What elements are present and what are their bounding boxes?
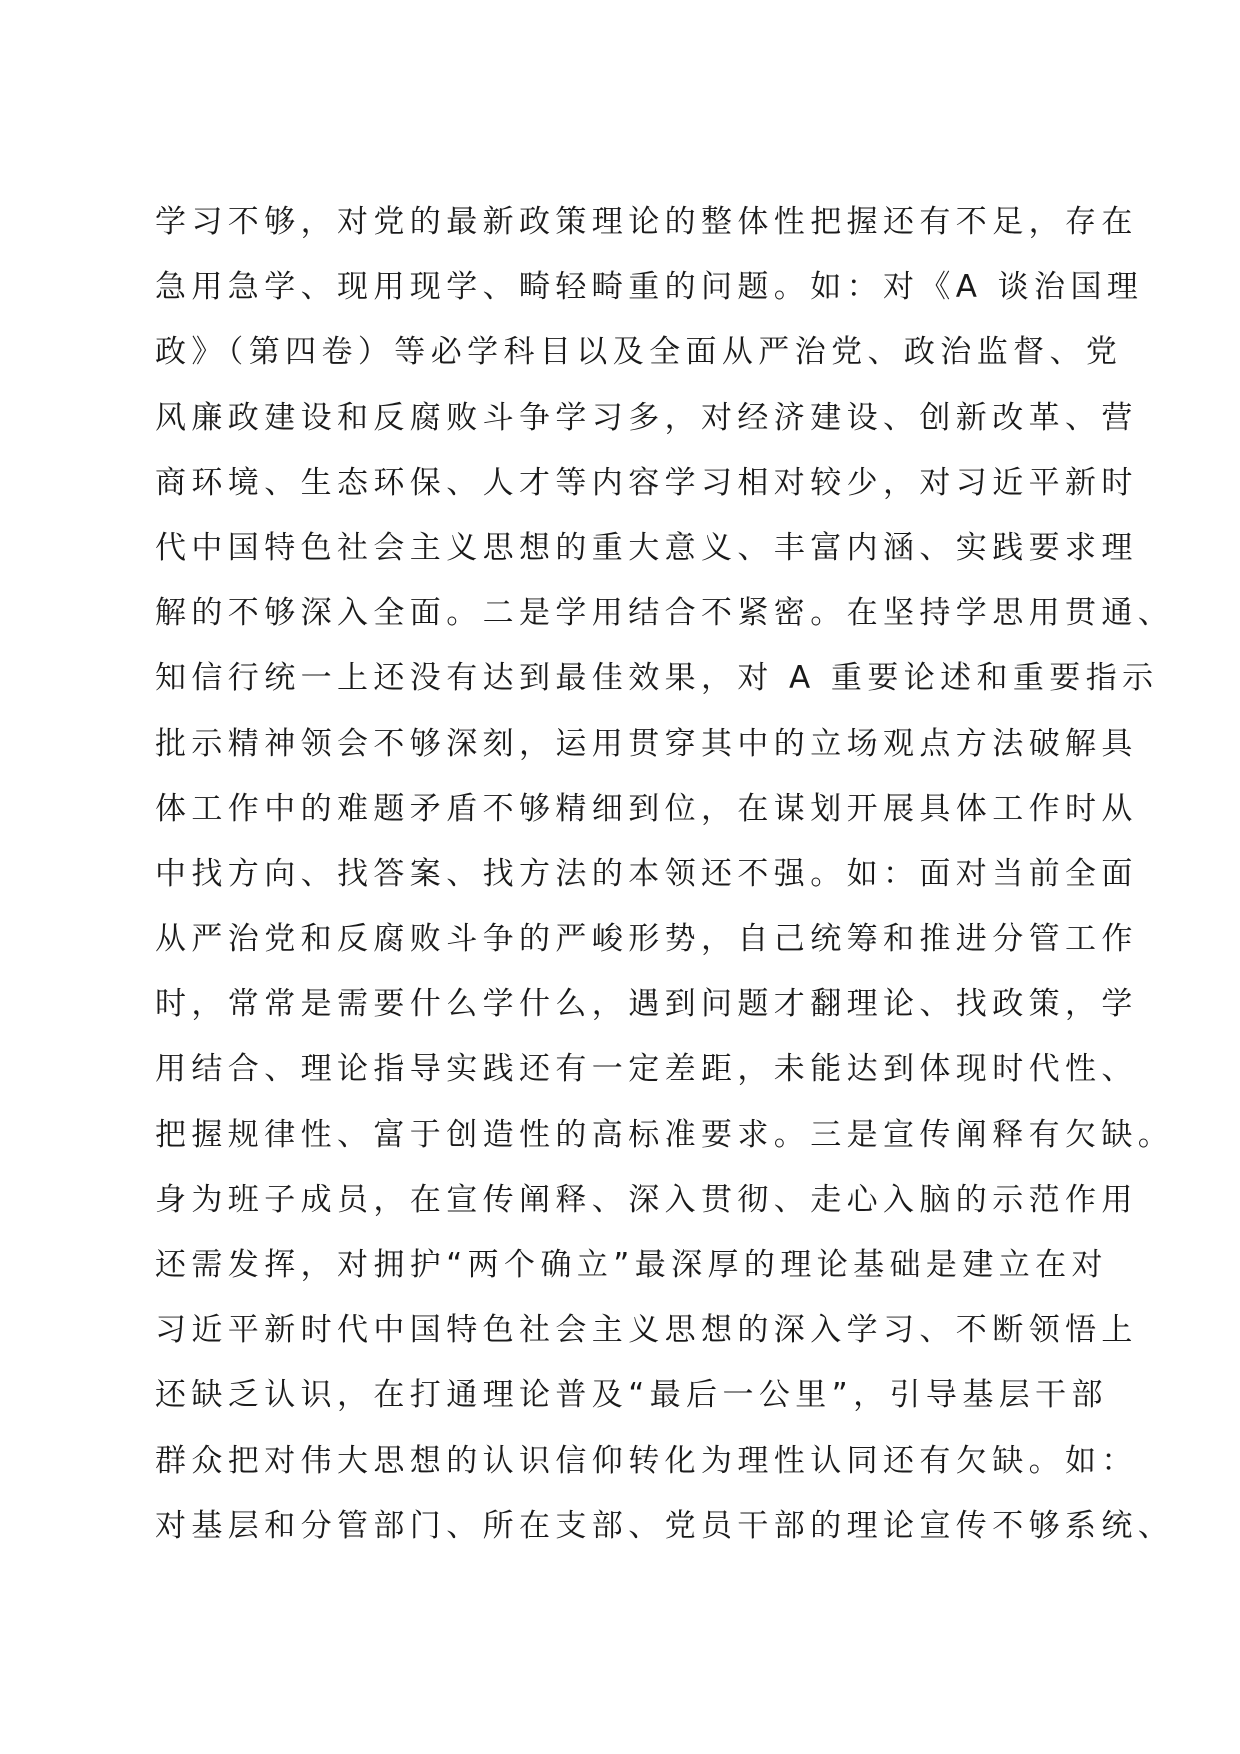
body-paragraph (155, 190, 1175, 1559)
text-line: 用结合、理论指导实践还有一定差距，未能达到体现时代性、 (155, 1051, 1138, 1088)
text-line: 对基层和分管部门、所在支部、党员干部的理论宣传不够系统、 (155, 1507, 1175, 1544)
text-line: 群众把对伟大思想的认识信仰转化为理性认同还有欠缺。如： (155, 1442, 1138, 1479)
text-line: 风廉政建设和反腐败斗争学习多，对经济建设、创新改革、营 (155, 399, 1138, 436)
text-line: 还需发挥，对拥护“两个确立”最深厚的理论基础是建立在对 (155, 1247, 1108, 1283)
text-line: 身为班子成员，在宣传阐释、深入贯彻、走心入脑的示范作用 (155, 1181, 1138, 1218)
text-line: 习近平新时代中国特色社会主义思想的深入学习、不断领悟上 (155, 1312, 1138, 1349)
text-line: 中找方向、找答案、找方法的本领还不强。如：面对当前全面 (155, 855, 1138, 892)
text-line: 急用急学、现用现学、畸轻畸重的问题。如：对《A 谈治国理 (155, 269, 1144, 306)
text-line: 从严治党和反腐败斗争的严峻形势，自己统筹和推进分管工作 (155, 921, 1138, 958)
text-line: 学习不够，对党的最新政策理论的整体性把握还有不足，存在 (155, 204, 1138, 240)
text-line: 批示精神领会不够深刻，运用贯穿其中的立场观点方法破解具 (155, 725, 1138, 762)
text-line: 把握规律性、富于创造性的高标准要求。三是宣传阐释有欠缺。 (155, 1116, 1175, 1153)
text-line: 知信行统一上还没有达到最佳效果，对 A 重要论述和重要指示 (155, 660, 1159, 697)
text-line: 时，常常是需要什么学什么，遇到问题才翻理论、找政策，学 (155, 986, 1138, 1023)
text-line: 还缺乏认识，在打通理论普及“最后一公里”，引导基层干部 (155, 1377, 1108, 1414)
text-line: 代中国特色社会主义思想的重大意义、丰富内涵、实践要求理 (155, 529, 1138, 566)
text-line: 政》（第四卷）等必学科目以及全面从严治党、政治监督、党 (155, 334, 1123, 371)
text-line: 体工作中的难题矛盾不够精细到位，在谋划开展具体工作时从 (155, 790, 1138, 827)
text-line: 商环境、生态环保、人才等内容学习相对较少，对习近平新时 (155, 464, 1138, 501)
text-line: 解的不够深入全面。二是学用结合不紧密。在坚持学思用贯通、 (155, 595, 1175, 632)
